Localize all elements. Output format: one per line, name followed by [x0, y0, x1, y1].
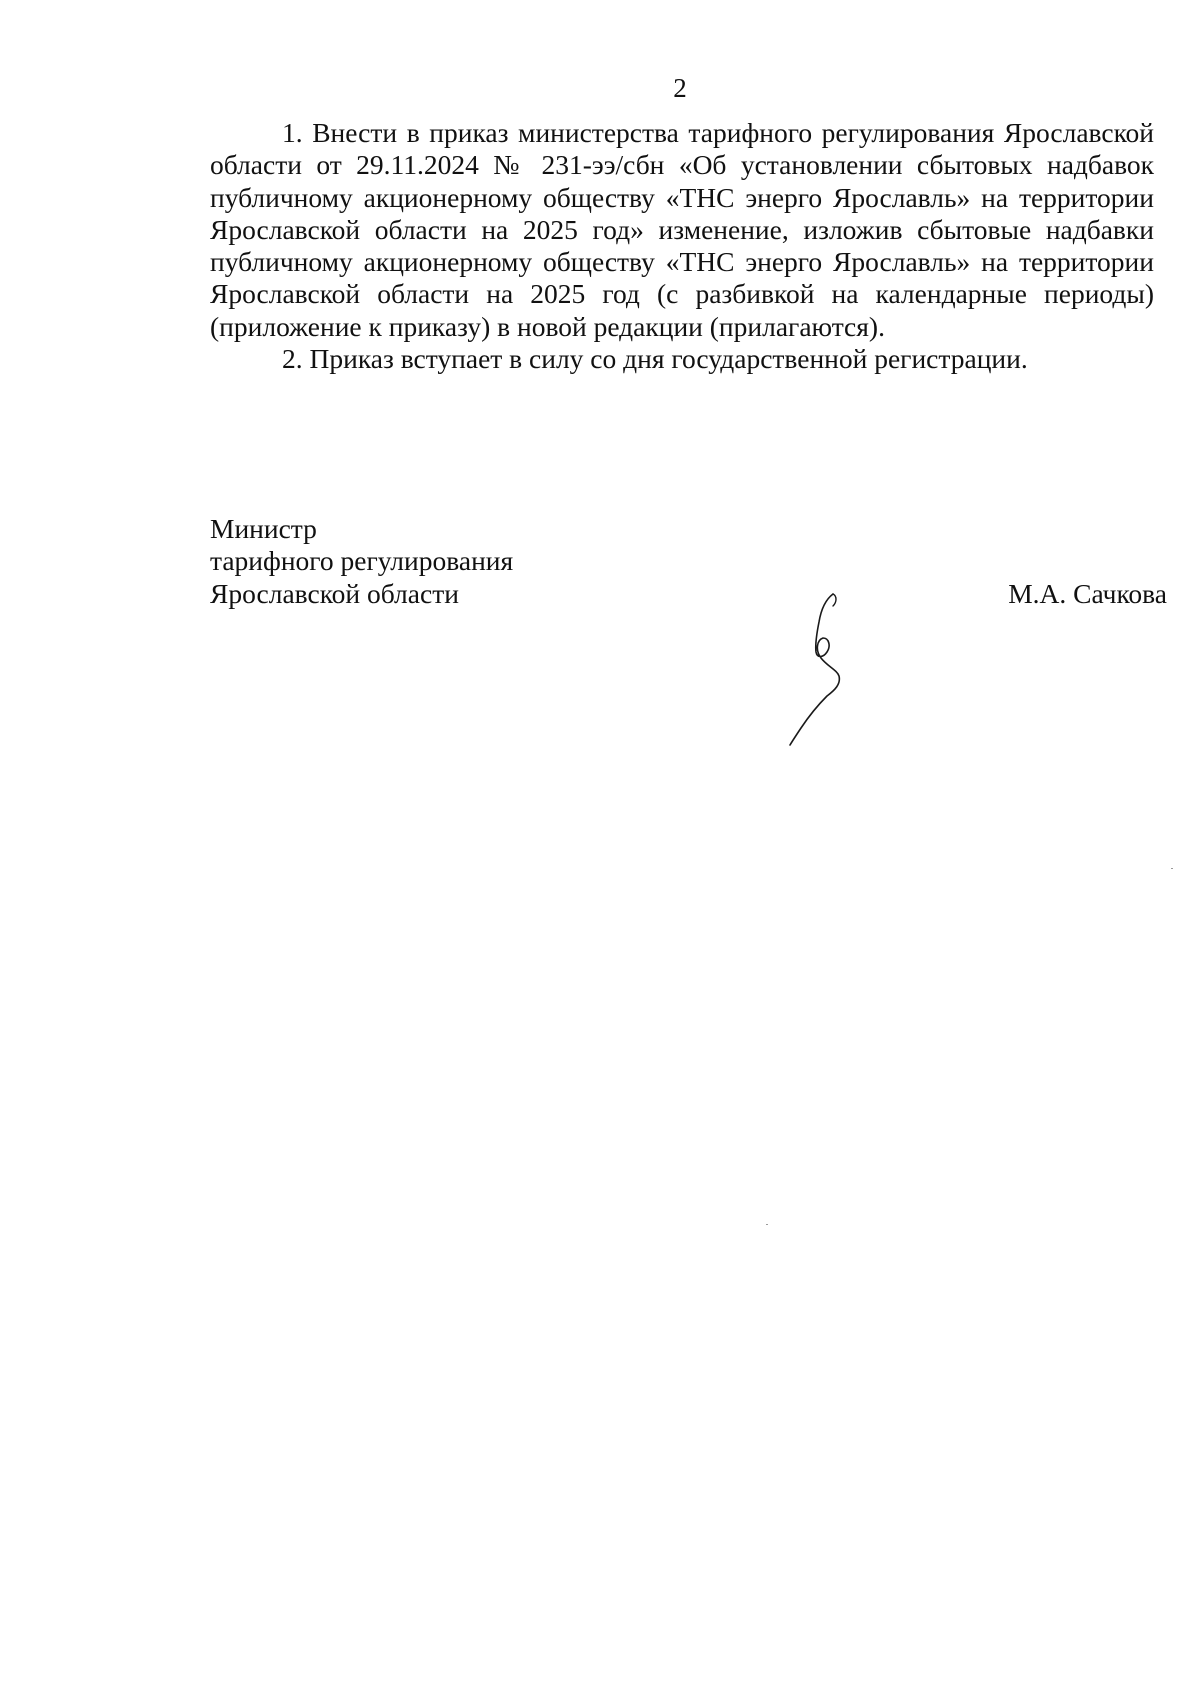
order-body [210, 117, 1154, 375]
signer-position-line: Министр [210, 513, 317, 544]
paragraph-2: 2. Приказ вступает в силу со дня государственной регистрации. [282, 343, 1028, 375]
signer-position [210, 513, 513, 610]
scan-speck [1171, 868, 1173, 869]
signer-name: М.А. Сачкова [1008, 578, 1167, 609]
signer-position-line: тарифного регулирования [210, 545, 514, 577]
page-number: 2 [673, 73, 687, 103]
handwritten-signature [775, 588, 865, 748]
scan-speck [766, 1224, 768, 1225]
paragraph-1: 1. Внести в приказ министерства тарифного регулирования Ярославской области от 29.11.2024 № 231-ээ/сбн «Об установлении сбытовых надбавок публичному акционерному обществу «ТНС энерго Ярославль» на территории Ярославской области на 2025 год» изменение, изложив сбытовые надбавки публичному акционерному обществу «ТНС энерго Ярославль» на территории Ярославской области на 2025 год (с разбивкой на календарные периоды) (приложение к приказу) в новой редакции (прилагаются). [210, 117, 1154, 342]
signer-position-line: Ярославской области [210, 577, 459, 609]
